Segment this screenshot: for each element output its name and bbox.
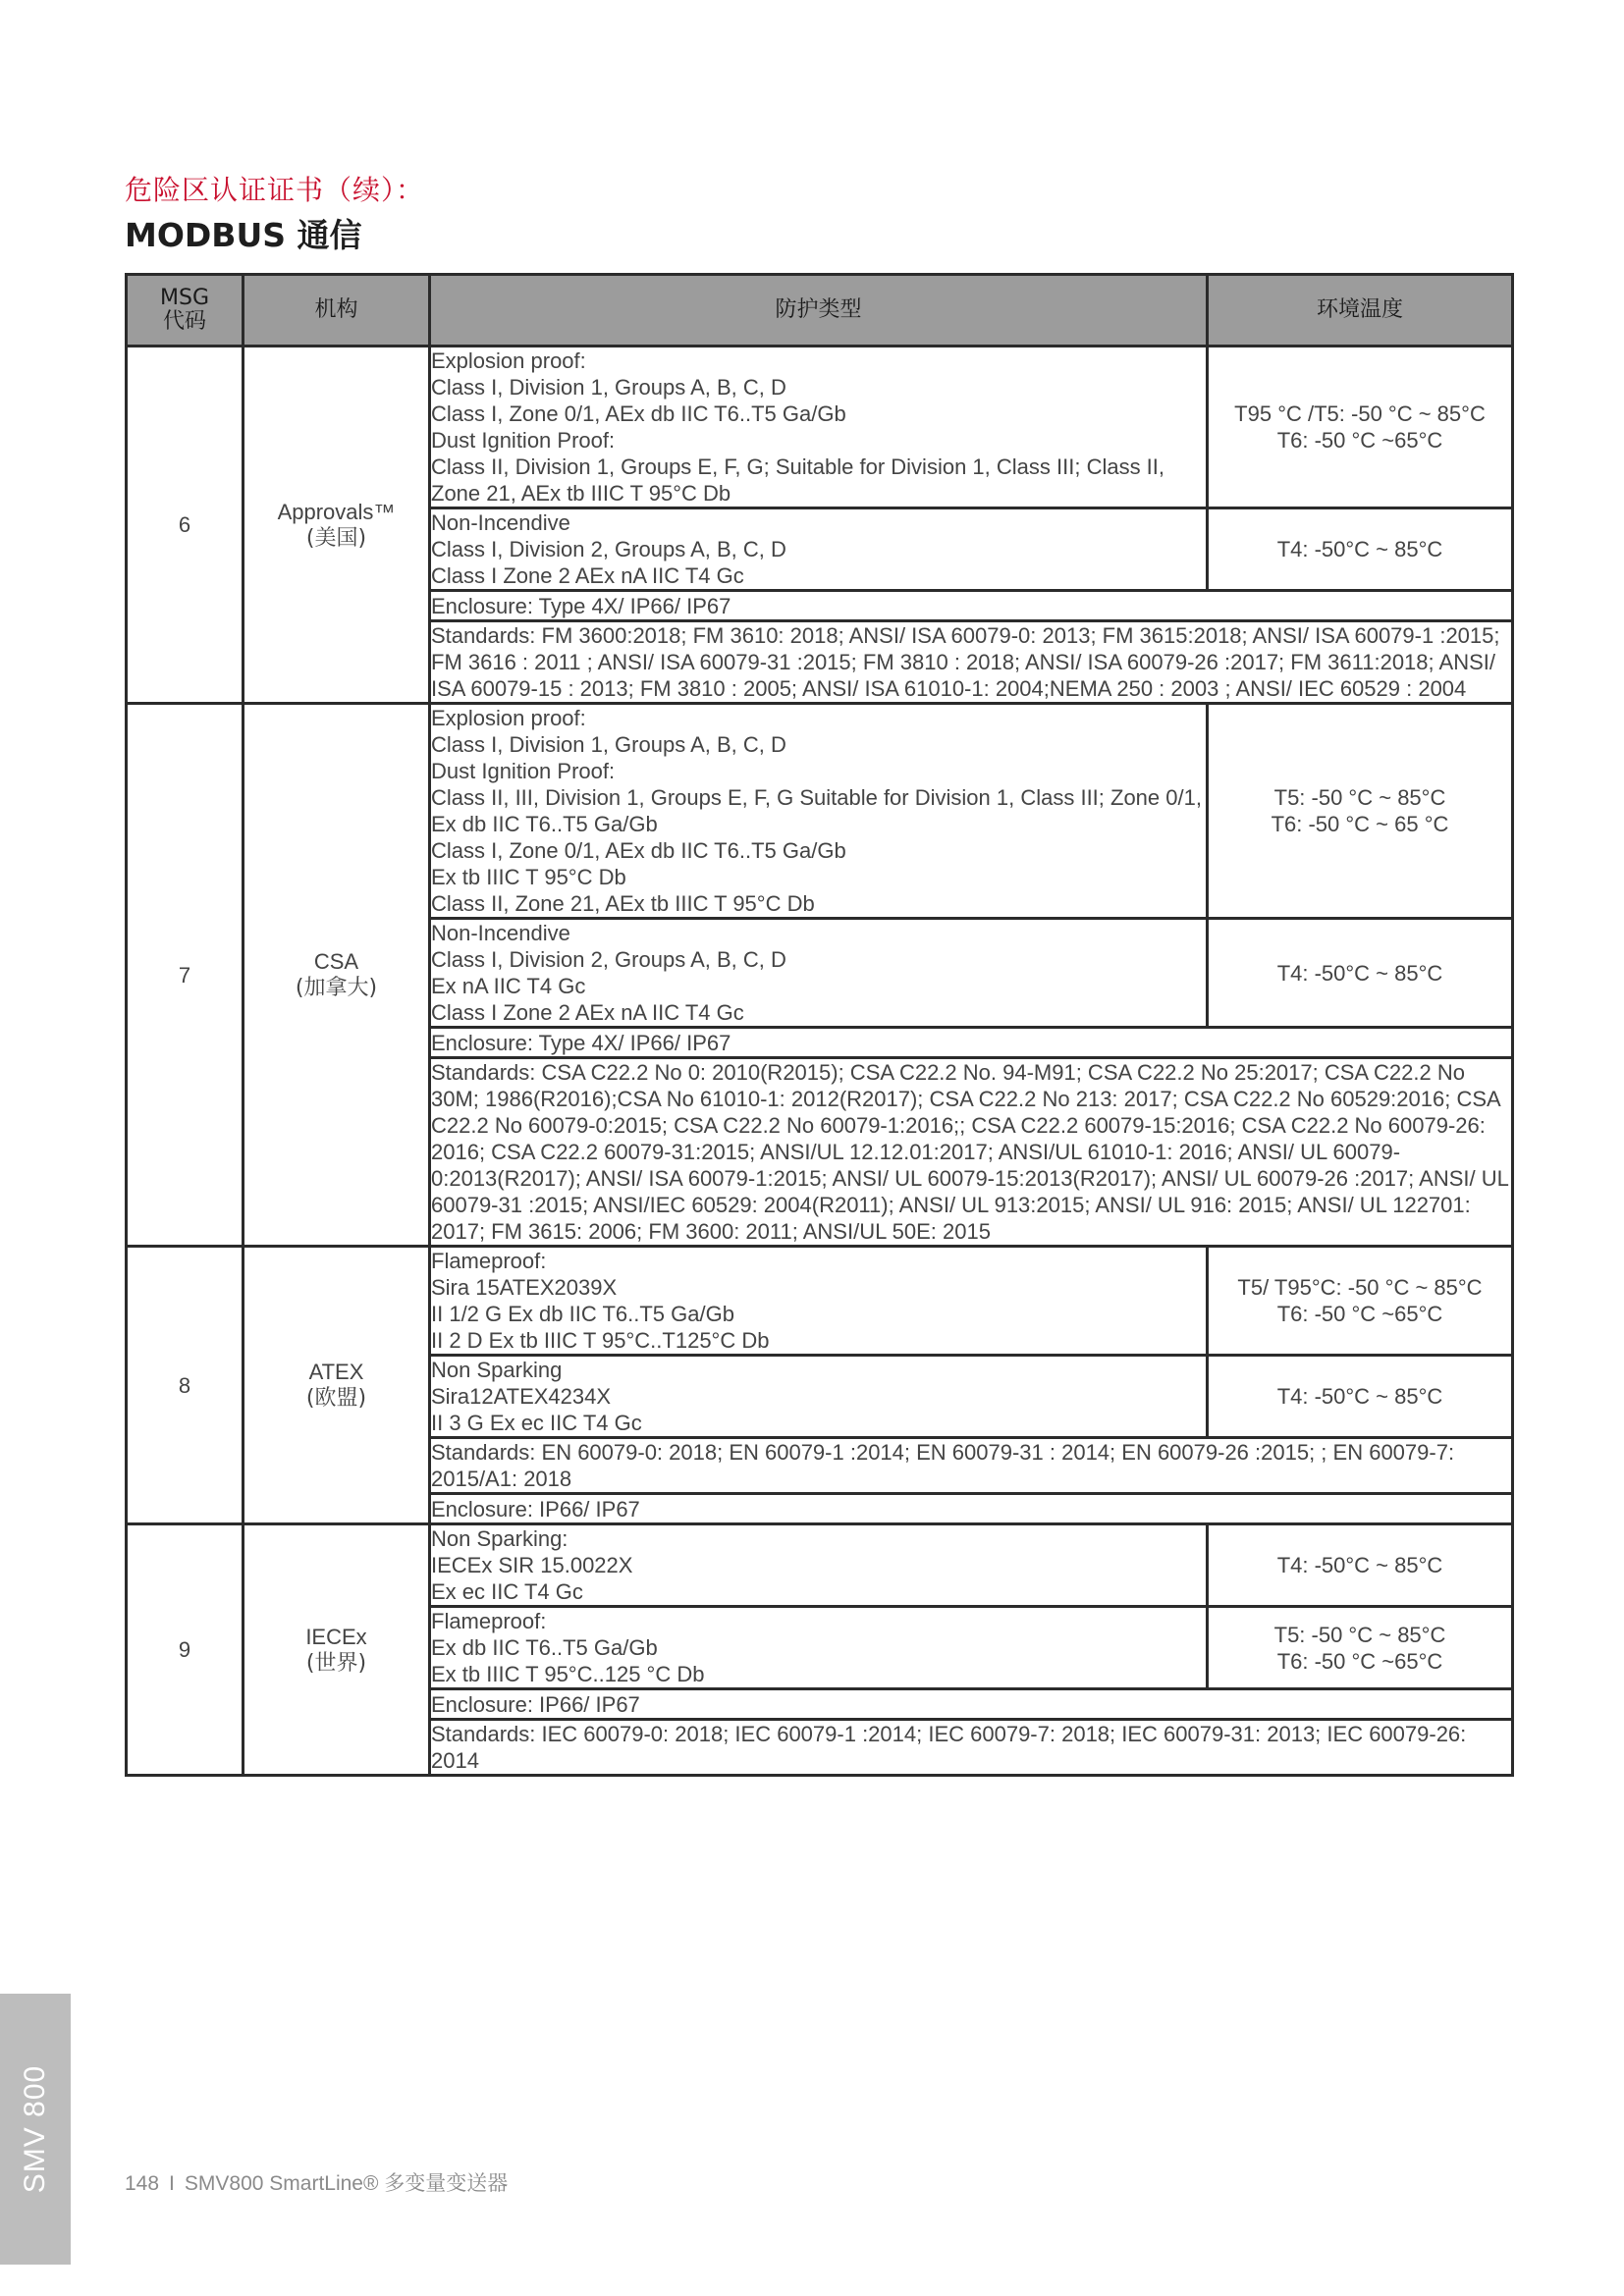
ambient-temp-cell: T5: -50 °C ~ 85°C T6: -50 °C ~ 65 °C bbox=[1208, 704, 1513, 919]
table-row bbox=[127, 347, 1513, 508]
agency-cell bbox=[244, 1524, 430, 1776]
protection-type-cell: Non Sparking Sira12ATEX4234X II 3 G Ex ec IIC T4 Gc bbox=[430, 1356, 1208, 1438]
page-footer bbox=[125, 2167, 508, 2197]
column-header-agency: 机构 bbox=[244, 275, 430, 347]
standards-cell: Standards: IEC 60079-0: 2018; IEC 60079-1 :2014; IEC 60079-7: 2018; IEC 60079-31: 2013; IEC 60079-26: 2014 bbox=[430, 1720, 1513, 1776]
ambient-temp-cell: T4: -50°C ~ 85°C bbox=[1208, 508, 1513, 591]
protection-type-cell: Non Sparking: IECEx SIR 15.0022X Ex ec IIC T4 Gc bbox=[430, 1524, 1208, 1607]
footer-separator: I bbox=[169, 2172, 175, 2195]
agency-cell bbox=[244, 1247, 430, 1524]
protection-type-cell: Explosion proof: Class I, Division 1, Groups A, B, C, D Dust Ignition Proof: Class II, III, Division 1, Groups E, F, G Suitable for Division 1, Class III; Zone 0/1, Ex db IIC T6..T5 Ga/Gb Class I, Zone 0/1, AEx db IIC T6..T5 Ga/Gb Ex tb IIIC T 95°C Db Class II, Zone 21, AEx tb IIIC T 95°C Db bbox=[430, 704, 1208, 919]
enclosure-cell: Enclosure: Type 4X/ IP66/ IP67 bbox=[430, 1028, 1513, 1058]
protection-type-cell: Flameproof: Sira 15ATEX2039X II 1/2 G Ex db IIC T6..T5 Ga/Gb II 2 D Ex tb IIIC T 95°C..T125°C Db bbox=[430, 1247, 1208, 1356]
enclosure-cell: Enclosure: IP66/ IP67 bbox=[430, 1689, 1513, 1720]
ambient-temp-cell: T4: -50°C ~ 85°C bbox=[1208, 1524, 1513, 1607]
certification-table bbox=[125, 273, 1514, 1777]
msg-code-cell: 9 bbox=[127, 1524, 244, 1776]
column-header-ambient-temp: 环境温度 bbox=[1208, 275, 1513, 347]
enclosure-cell: Enclosure: IP66/ IP67 bbox=[430, 1494, 1513, 1524]
msg-code-cell: 7 bbox=[127, 704, 244, 1247]
standards-cell: Standards: FM 3600:2018; FM 3610: 2018; ANSI/ ISA 60079-0: 2013; FM 3615:2018; ANSI/ ISA 60079-1 :2015; FM 3616 : 2011 ; ANSI/ ISA 60079-31 :2015; FM 3810 : 2018; ANSI/ ISA 60079-26 :2017; FM 3611:2018; ANSI/ ISA 60079-15 : 2013; FM 3810 : 2005; ANSI/ ISA 61010-1: 2004;NEMA 250 : 2003 ; ANSI/ IEC 60529 : 2004 bbox=[430, 621, 1513, 704]
page-title: MODBUS 通信 bbox=[125, 216, 362, 254]
ambient-temp-cell: T4: -50°C ~ 85°C bbox=[1208, 919, 1513, 1028]
column-header-protection-type: 防护类型 bbox=[430, 275, 1208, 347]
page-number: 148 bbox=[125, 2172, 160, 2195]
agency-region: (美国) bbox=[305, 525, 367, 551]
ambient-temp-cell: T4: -50°C ~ 85°C bbox=[1208, 1356, 1513, 1438]
ambient-temp-cell: T95 °C /T5: -50 °C ~ 85°C T6: -50 °C ~65°C bbox=[1208, 347, 1513, 508]
table-row bbox=[127, 1524, 1513, 1607]
agency-name: Approvals™ bbox=[277, 499, 396, 524]
side-tab bbox=[0, 1994, 71, 2265]
agency-region: (世界) bbox=[305, 1650, 367, 1676]
table-row bbox=[127, 1247, 1513, 1356]
table-header-row bbox=[127, 275, 1513, 347]
agency-name: IECEx bbox=[305, 1624, 367, 1649]
agency-name: ATEX bbox=[308, 1360, 364, 1384]
protection-type-cell: Explosion proof: Class I, Division 1, Groups A, B, C, D Class I, Zone 0/1, AEx db IIC T6..T5 Ga/Gb Dust Ignition Proof: Class II, Division 1, Groups E, F, G; Suitable for Division 1, Class III; Class II, Zone 21, AEx tb IIIC T 95°C Db bbox=[430, 347, 1208, 508]
column-header-msg-code: MSG 代码 bbox=[127, 275, 244, 347]
standards-cell: Standards: CSA C22.2 No 0: 2010(R2015); CSA C22.2 No. 94-M91; CSA C22.2 No 25:2017; CSA C22.2 No 30M; 1986(R2016);CSA No 61010-1: 2012(R2017); CSA C22.2 No 213: 2017; CSA C22.2 No 60529:2016; CSA C22.2 No 60079-0:2015; CSA C22.2 No 60079-1:2016;; CSA C22.2 60079-15:2016; CSA C22.2 No 60079-26: 2016; CSA C22.2 60079-31:2015; ANSI/UL 12.12.01:2017; ANSI/UL 61010-1: 2016; ANSI/ UL 60079-0:2013(R2017); ANSI/ ISA 60079-1:2015; ANSI/ UL 60079-15:2013(R2017); ANSI/ UL 60079-26 :2017; ANSI/ UL 60079-31 :2015; ANSI/IEC 60529: 2004(R2011); ANSI/ UL 913:2015; ANSI/ UL 916: 2015; ANSI/ UL 122701: 2017; FM 3615: 2006; FM 3600: 2011; ANSI/UL 50E: 2015 bbox=[430, 1058, 1513, 1247]
protection-type-cell: Non-Incendive Class I, Division 2, Groups A, B, C, D Ex nA IIC T4 Gc Class I Zone 2 AEx nA IIC T4 Gc bbox=[430, 919, 1208, 1028]
section-subtitle: 危险区认证证书（续）： bbox=[125, 174, 425, 206]
protection-type-cell: Flameproof: Ex db IIC T6..T5 Ga/Gb Ex tb IIIC T 95°C..125 °C Db bbox=[430, 1607, 1208, 1689]
ambient-temp-cell: T5/ T95°C: -50 °C ~ 85°C T6: -50 °C ~65°C bbox=[1208, 1247, 1513, 1356]
protection-type-cell: Non-Incendive Class I, Division 2, Groups A, B, C, D Class I Zone 2 AEx nA IIC T4 Gc bbox=[430, 508, 1208, 591]
standards-cell: Standards: EN 60079-0: 2018; EN 60079-1 :2014; EN 60079-31 : 2014; EN 60079-26 :2015; ; EN 60079-7: 2015/A1: 2018 bbox=[430, 1438, 1513, 1494]
agency-cell bbox=[244, 347, 430, 704]
agency-cell bbox=[244, 704, 430, 1247]
agency-region: (加拿大) bbox=[295, 976, 378, 1000]
agency-name: CSA bbox=[313, 949, 359, 974]
msg-code-cell: 6 bbox=[127, 347, 244, 704]
ambient-temp-cell: T5: -50 °C ~ 85°C T6: -50 °C ~65°C bbox=[1208, 1607, 1513, 1689]
footer-product: SMV800 SmartLine® 多变量变送器 bbox=[184, 2172, 509, 2195]
side-tab-label: SMV 800 bbox=[19, 2064, 51, 2194]
agency-region: (欧盟) bbox=[305, 1386, 367, 1411]
table-row bbox=[127, 704, 1513, 919]
msg-code-cell: 8 bbox=[127, 1247, 244, 1524]
enclosure-cell: Enclosure: Type 4X/ IP66/ IP67 bbox=[430, 591, 1513, 621]
